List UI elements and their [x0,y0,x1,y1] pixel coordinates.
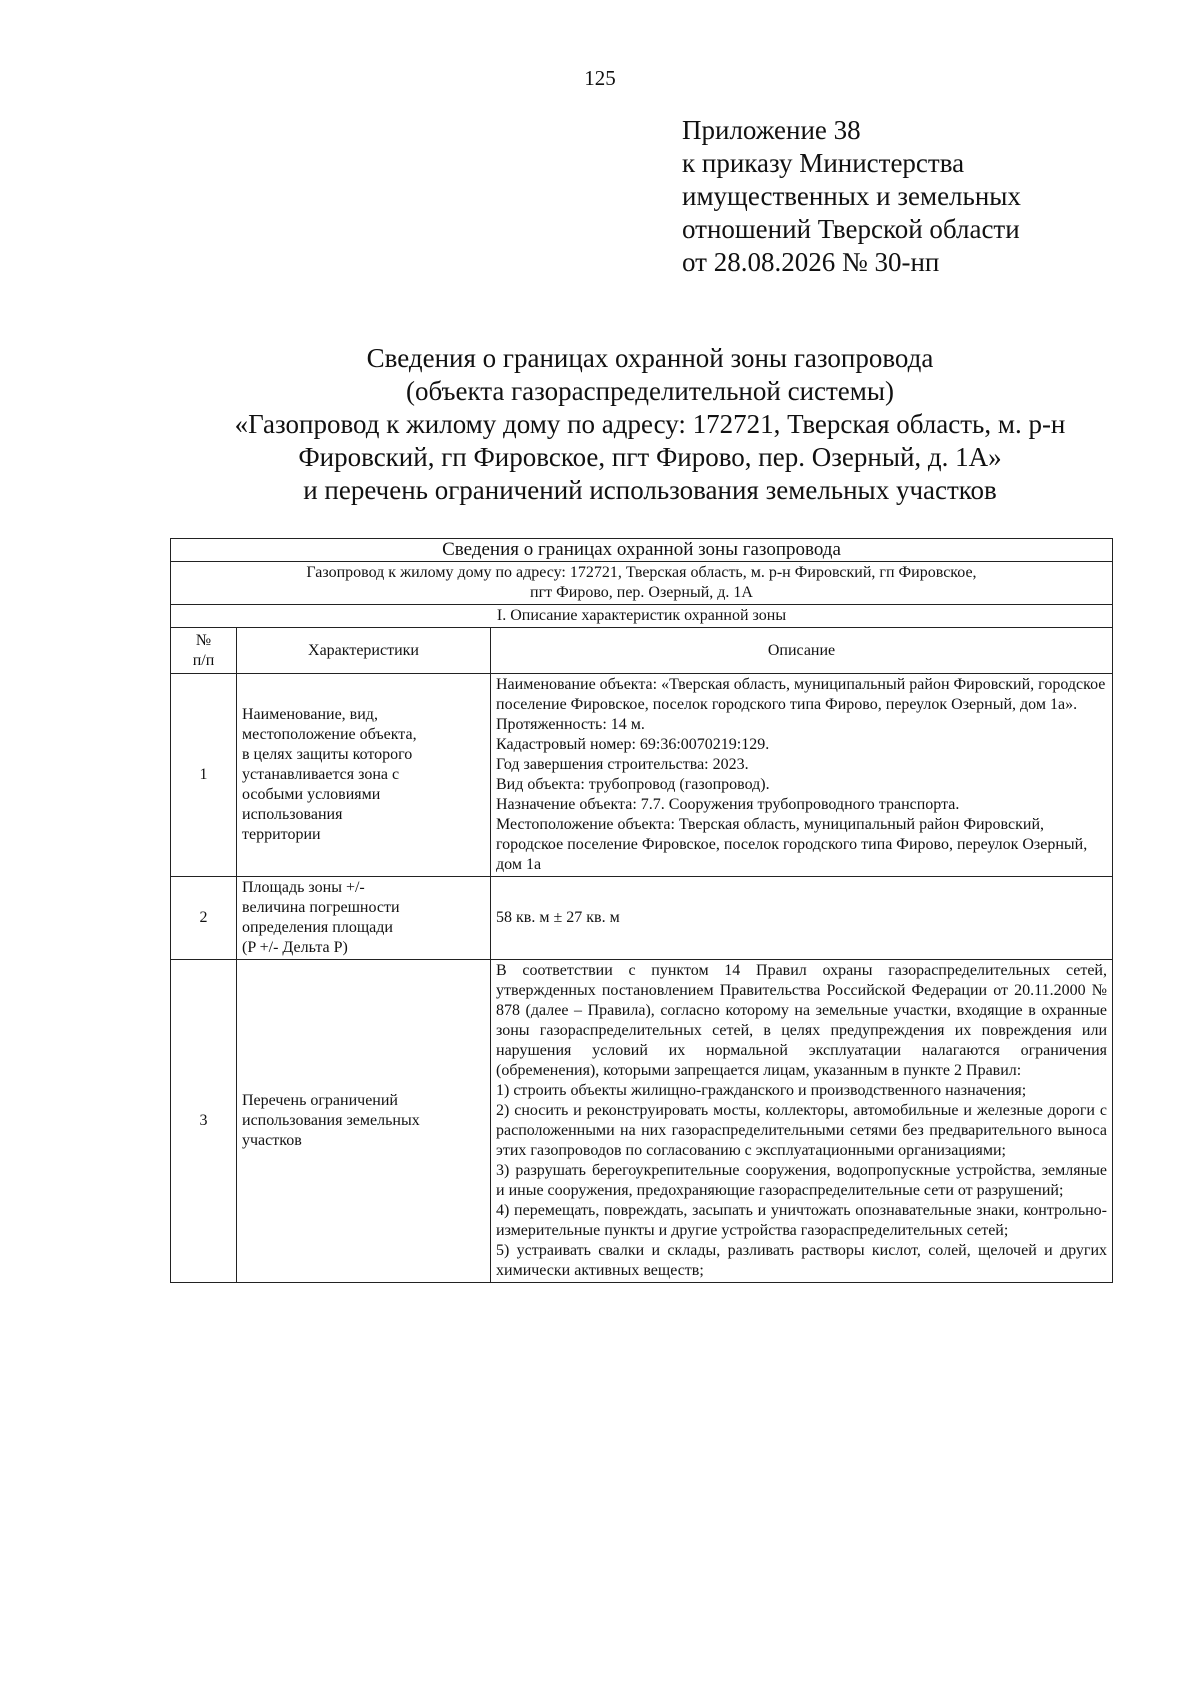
table-header: Сведения о границах охранной зоны газопровода [171,539,1113,562]
subheader-line: пгт Фирово, пер. Озерный, д. 1А [530,584,753,601]
row-characteristic [237,877,491,960]
description-line: Протяженность: 14 м. [496,716,645,733]
document-title [150,342,1150,507]
description-line: 5) устраивать свалки и склады, разливать растворы кислот, солей, щелочей и других химически активных веществ; [496,1242,1107,1279]
row-description [491,877,1113,960]
appendix-line: отношений Тверской области [682,214,1020,244]
section-title: I. Описание характеристик охранной зоны [171,605,1113,628]
row-description [491,674,1113,877]
title-line: и перечень ограничений использования земельных участков [303,475,997,505]
characteristic-line: Наименование, вид, [242,706,378,723]
column-header-characteristics: Характеристики [237,628,491,674]
description-line: Назначение объекта: 7.7. Сооружения трубопроводного транспорта. [496,796,960,813]
description-line: 4) перемещать, повреждать, засыпать и уничтожать опознавательные знаки, контрольно-измерительные пункты и другие устройства газораспределительных сетей; [496,1202,1107,1239]
description-line: Местоположение объекта: Тверская область, муниципальный район Фировский, городское поселение Фировское, поселок городского типа Фирово, переулок Озерный, дом 1а [496,816,1088,873]
description-line: 58 кв. м ± 27 кв. м [496,909,620,926]
description-line: 1) строить объекты жилищно-гражданского и производственного назначения; [496,1082,1027,1099]
appendix-block [682,114,1021,279]
characteristic-line: Площадь зоны +/- [242,879,365,896]
characteristic-line: величина погрешности [242,899,400,916]
row-number: 1 [171,674,237,877]
description-line: Год завершения строительства: 2023. [496,756,749,773]
title-line: Фировский, гп Фировское, пгт Фирово, пер. Озерный, д. 1А» [298,442,1002,472]
table-row [171,877,1113,960]
description-line: Кадастровый номер: 69:36:0070219:129. [496,736,770,753]
appendix-line: от 28.08.2026 № 30-нп [682,247,940,277]
description-line: 3) разрушать берегоукрепительные сооружения, водопропускные устройства, земляные и иные сооружения, предохраняющие газораспределительные сети от разрушений; [496,1162,1107,1199]
title-line: Сведения о границах охранной зоны газопровода [366,343,934,373]
column-header-num-line: п/п [192,651,215,669]
characteristic-line: устанавливается зона с [242,766,400,783]
characteristic-line: определения площади [242,919,393,936]
description-line: Вид объекта: трубопровод (газопровод). [496,776,770,793]
description-line: Наименование объекта: «Тверская область, муниципальный район Фировский, городское поселение Фировское, поселок городского типа Фирово, переулок Озерный, дом 1а». [496,676,1106,713]
characteristic-line: использования земельных [242,1112,420,1129]
appendix-line: Приложение 38 [682,115,861,145]
description-line: 2) сносить и реконструировать мосты, коллекторы, автомобильные и железные дороги с расположенными на них газораспределительными сетями без предварительного выноса этих газопроводов по согласованию с эксплуатационными организациями; [496,1102,1107,1159]
table-subheader [171,562,1113,605]
characteristic-line: в целях защиты которого [242,746,413,763]
row-characteristic [237,960,491,1283]
row-description [491,960,1113,1283]
title-line: «Газопровод к жилому дому по адресу: 172721, Тверская область, м. р-н [234,409,1066,439]
subheader-line: Газопровод к жилому дому по адресу: 172721, Тверская область, м. р-н Фировский, гп Фировское, [306,564,977,581]
row-number: 3 [171,960,237,1283]
description-line: В соответствии с пунктом 14 Правил охраны газораспределительных сетей, утвержденных постановлением Правительства Российской Федерации от 20.11.2000 № 878 (далее – Правила), согласно которому на земельные участки, входящие в охранные зоны газораспределительных сетей, в целях предупреждения их повреждения или нарушения условий их нормальной эксплуатации налагаются ограничения (обременения), которыми запрещается лицам, указанным в пункте 2 Правил: [496,962,1107,1079]
table-row [171,960,1113,1283]
column-header-description: Описание [491,628,1113,674]
column-header-num-line: № [195,631,212,649]
characteristic-line: местоположение объекта, [242,726,417,743]
row-number: 2 [171,877,237,960]
appendix-line: имущественных и земельных [682,181,1021,211]
characteristic-line: Перечень ограничений [242,1092,398,1109]
zone-info-table [170,538,1113,1283]
row-characteristic [237,674,491,877]
column-header-num [171,628,237,674]
title-line: (объекта газораспределительной системы) [405,376,895,406]
characteristic-line: участков [242,1132,302,1149]
appendix-line: к приказу Министерства [682,148,965,178]
characteristic-line: использования [242,806,343,823]
characteristic-line: особыми условиями [242,786,381,803]
page-number: 125 [584,66,616,90]
table-row [171,674,1113,877]
characteristic-line: (P +/- Дельта P) [242,939,348,956]
characteristic-line: территории [242,826,321,843]
